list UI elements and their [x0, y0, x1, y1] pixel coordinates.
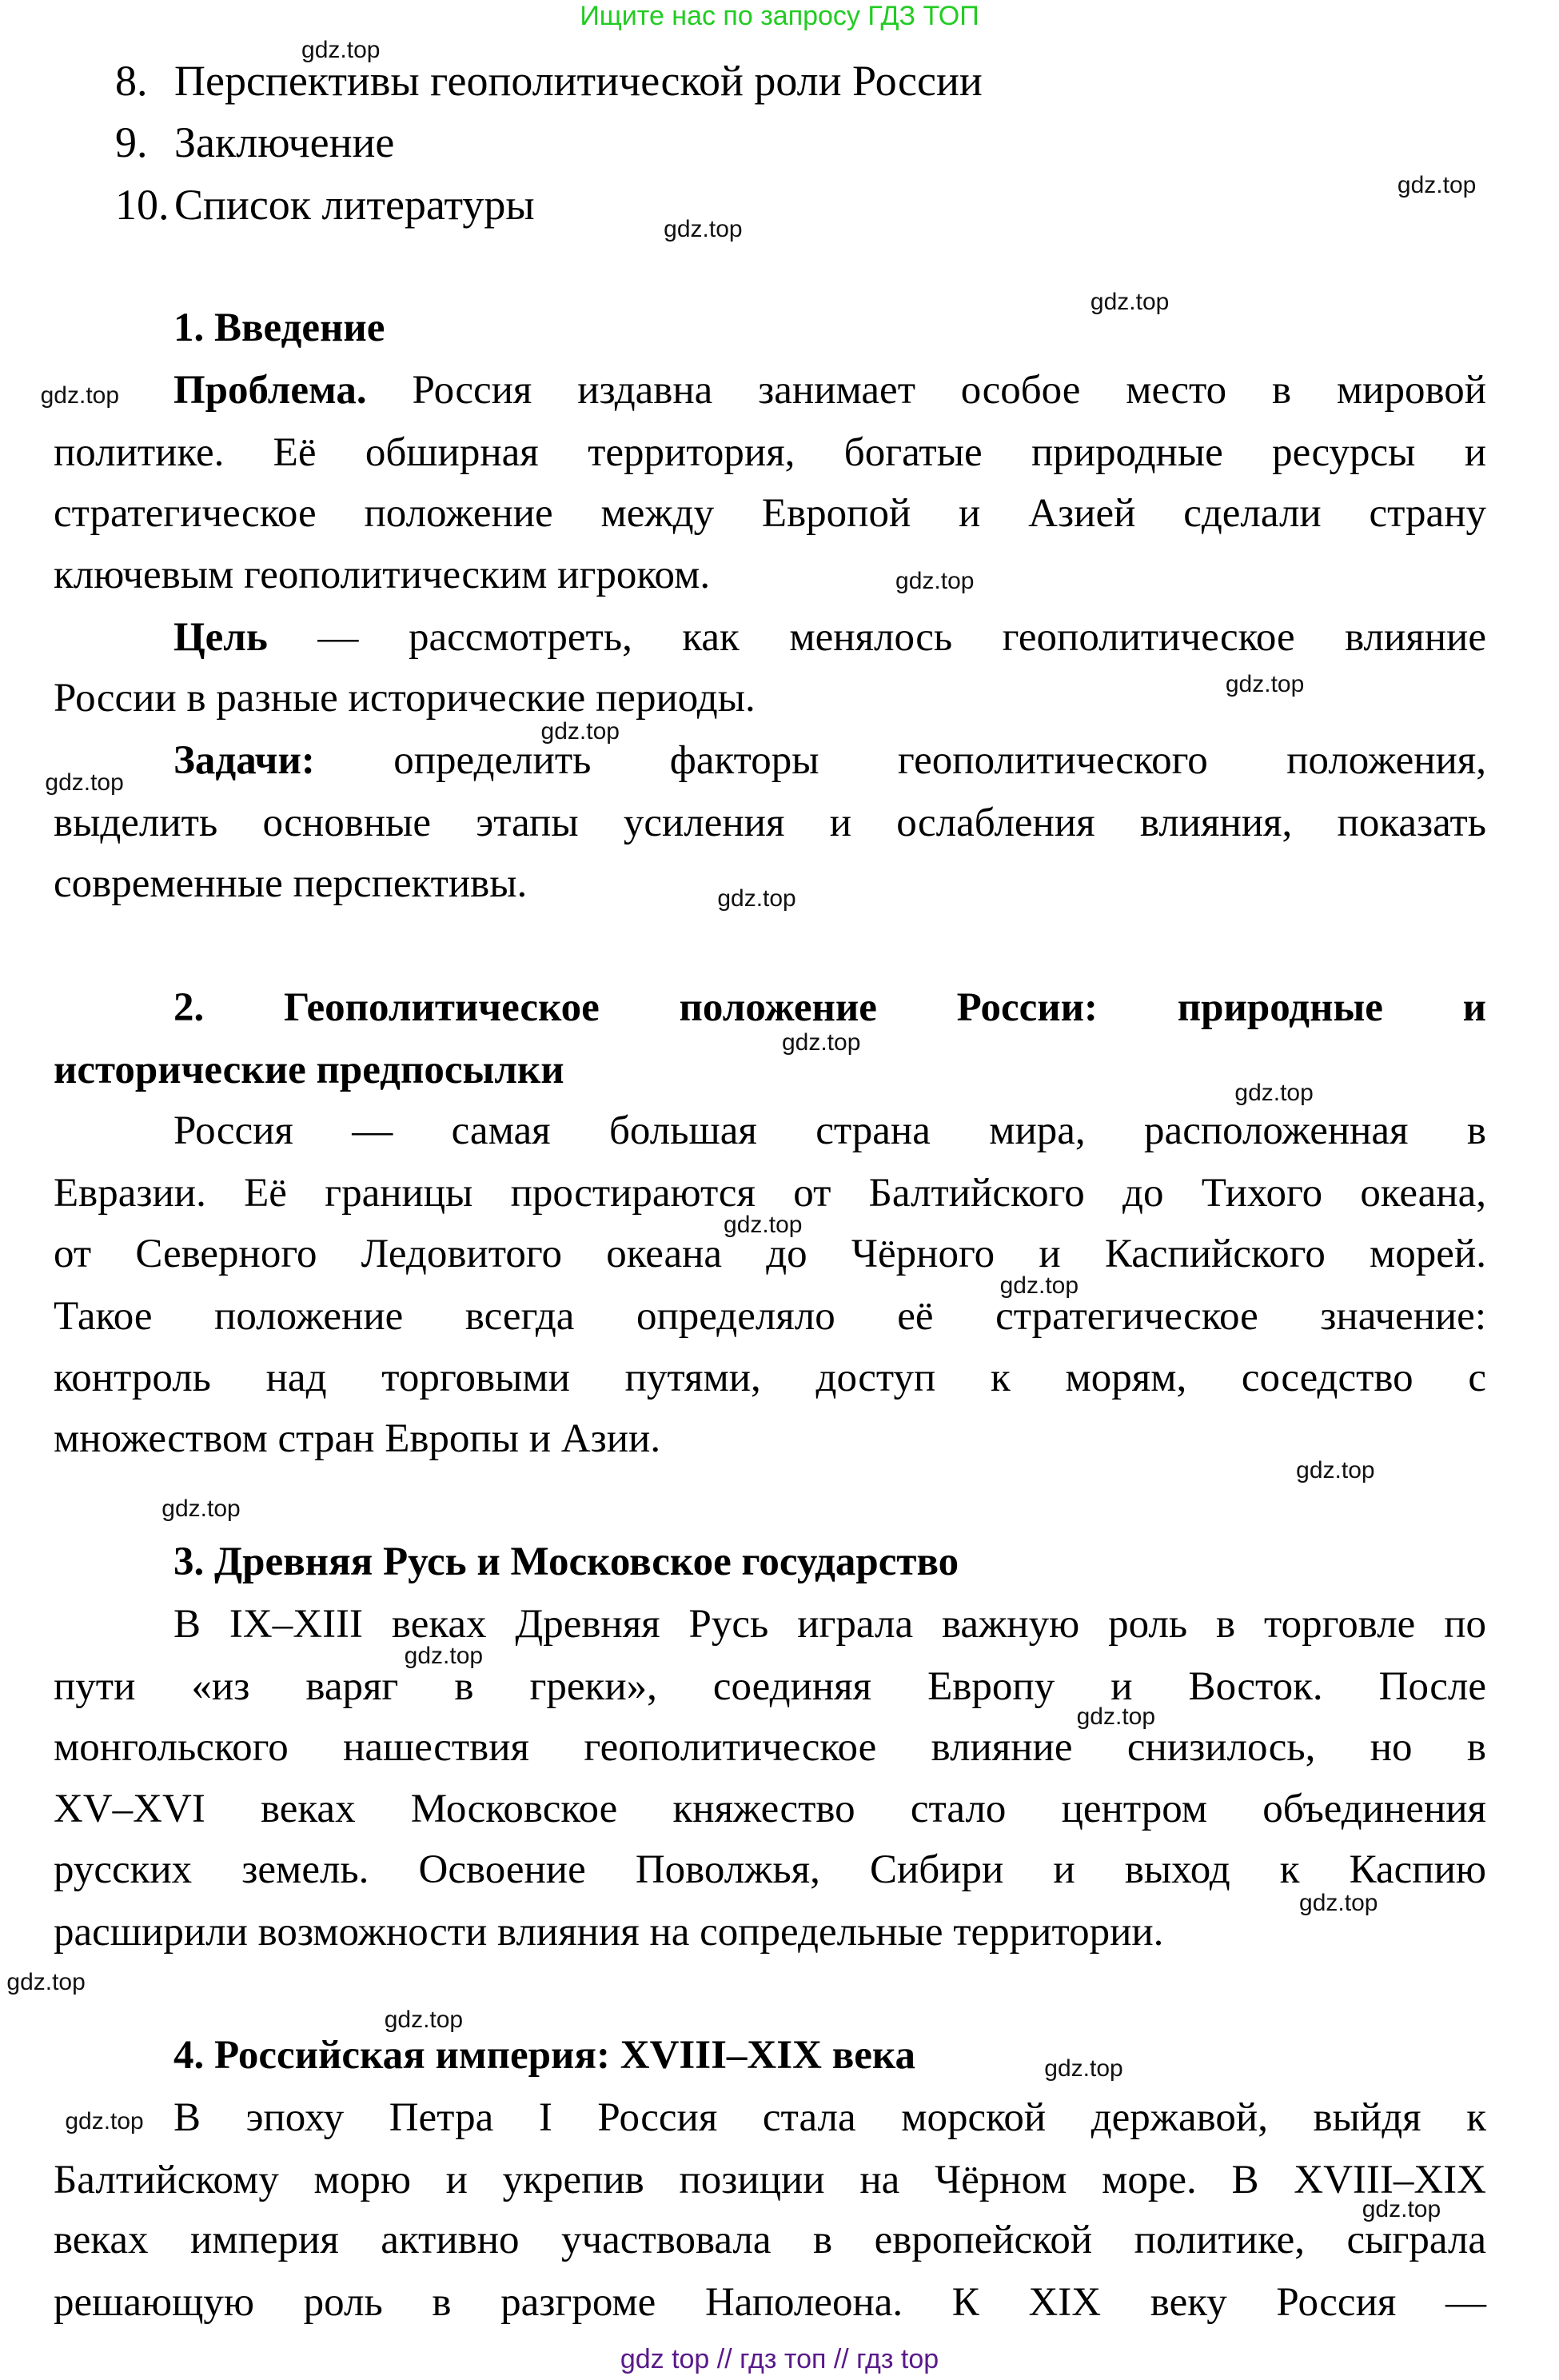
- watermark: gdz.top: [717, 885, 796, 912]
- line-text: современные перспективы.: [54, 861, 528, 906]
- watermark: gdz.top: [301, 36, 381, 63]
- line-text: 1. Введение: [173, 305, 385, 350]
- paragraph-line: [173, 607, 1486, 668]
- watermark: gdz.top: [1076, 1703, 1156, 1730]
- watermark: gdz.top: [540, 717, 620, 745]
- line-text: В эпоху Петра I Россия стала морской державой, выйдя к: [173, 2094, 1486, 2140]
- paragraph-line: [54, 483, 1486, 544]
- section-heading: [173, 298, 1486, 358]
- paragraph-line: [54, 2210, 1486, 2270]
- line-text: В IX–XIII веках Древняя Русь играла важную роль в торговле по: [173, 1601, 1486, 1647]
- line-text: Россия издавна занимает особое место в мировой: [366, 367, 1486, 413]
- watermark: gdz.top: [1234, 1079, 1314, 1106]
- watermark: gdz.top: [1299, 1890, 1378, 1917]
- paragraph-line: [173, 360, 1486, 421]
- paragraph-line: [54, 2272, 1486, 2333]
- watermark: gdz.top: [895, 567, 975, 594]
- paragraph-line: [54, 1839, 1486, 1900]
- bold-term: Проблема.: [173, 367, 367, 413]
- line-text: — рассмотреть, как менялось геополитическое влияние: [267, 615, 1486, 661]
- watermark: gdz.top: [1090, 288, 1170, 315]
- paragraph-line: [54, 422, 1486, 483]
- watermark: gdz.top: [40, 382, 120, 409]
- paragraph-line: [173, 1100, 1486, 1161]
- toc-number: 9.: [115, 118, 148, 167]
- toc-number: 8.: [115, 56, 148, 105]
- watermark: gdz.top: [161, 1495, 241, 1522]
- line-text: стратегическое положение между Европой и Азией сделали страну: [54, 490, 1486, 536]
- line-text: политике. Её обширная территория, богатые природные ресурсы и: [54, 429, 1486, 475]
- line-text: определить факторы геополитического положения,: [314, 737, 1486, 783]
- line-text: 4. Российская империя: XVIII–XIX века: [173, 2032, 915, 2078]
- paragraph-line: [54, 1902, 1486, 1963]
- line-text: Россия — самая большая страна мира, расположенная в: [173, 1108, 1486, 1153]
- line-text: XV–XVI веках Московское княжество стало центром объединения: [54, 1787, 1486, 1832]
- section-heading: [173, 1531, 1486, 1592]
- paragraph-line: [54, 1779, 1486, 1839]
- toc-item: [115, 114, 394, 170]
- toc-number: 10.: [115, 181, 169, 230]
- watermark: gdz.top: [1296, 1457, 1375, 1484]
- paragraph-line: [54, 1286, 1486, 1347]
- paragraph-line: [54, 1408, 1486, 1469]
- watermark: gdz.top: [724, 1211, 803, 1238]
- search-banner: Ищите нас по запросу ГДЗ ТОП: [580, 1, 979, 31]
- line-text: множеством стран Европы и Азии.: [54, 1416, 661, 1462]
- toc-item: [115, 53, 983, 109]
- line-text: Евразии. Её границы простираются от Балтийского до Тихого океана,: [54, 1170, 1486, 1216]
- bold-term: Цель: [173, 615, 268, 661]
- watermark: gdz.top: [1044, 2055, 1123, 2082]
- watermark: gdz.top: [45, 769, 124, 797]
- line-text: выделить основные этапы усиления и ослабления влияния, показать: [54, 800, 1486, 845]
- footer-banner: gdz top // гдз топ // гдз top: [620, 2344, 939, 2374]
- line-text: пути «из варяг в греки», соединяя Европу и Восток. После: [54, 1663, 1486, 1709]
- watermark: gdz.top: [404, 1642, 484, 1669]
- line-text: 2. Геополитическое положение России: природные и: [173, 985, 1486, 1031]
- watermark: gdz.top: [999, 1272, 1079, 1299]
- toc-item: [115, 177, 535, 233]
- line-text: расширили возможности влияния на сопредельные территории.: [54, 1910, 1164, 1955]
- toc-label: Список литературы: [174, 181, 535, 230]
- watermark: gdz.top: [6, 1968, 86, 1995]
- line-text: решающую роль в разгроме Наполеона. К XIX веку Россия —: [54, 2280, 1486, 2326]
- watermark: gdz.top: [664, 215, 743, 242]
- line-text: монгольского нашествия геополитическое влияние снизилось, но в: [54, 1724, 1486, 1770]
- paragraph-line: [54, 793, 1486, 853]
- watermark: gdz.top: [781, 1028, 861, 1056]
- line-text: русских земель. Освоение Поволжья, Сибири и выход к Каспию: [54, 1847, 1486, 1893]
- line-text: Балтийскому морю и укрепив позиции на Чёрном море. В XVIII–XIX: [54, 2157, 1486, 2202]
- line-text: ключевым геополитическим игроком.: [54, 553, 711, 598]
- watermark: gdz.top: [1225, 670, 1305, 697]
- line-text: 3. Древняя Русь и Московское государство: [173, 1539, 959, 1585]
- paragraph-line: [54, 1656, 1486, 1717]
- toc-label: Заключение: [174, 118, 395, 167]
- line-text: России в разные исторические периоды.: [54, 676, 756, 721]
- paragraph-line: [54, 1348, 1486, 1408]
- paragraph-line: [173, 2087, 1486, 2148]
- watermark: gdz.top: [1362, 2196, 1441, 2223]
- paragraph-line: [54, 1717, 1486, 1778]
- line-text: исторические предпосылки: [54, 1048, 564, 1093]
- watermark: gdz.top: [65, 2108, 144, 2135]
- line-text: веках империя активно участвовала в европейской политике, сыграла: [54, 2218, 1486, 2263]
- toc-label: Перспективы геополитической роли России: [174, 56, 983, 105]
- section-heading: [173, 2025, 1486, 2086]
- paragraph-line: [54, 545, 1486, 605]
- watermark: gdz.top: [1397, 171, 1477, 198]
- line-text: Такое положение всегда определяло её стратегическое значение:: [54, 1293, 1486, 1339]
- bold-term: Задачи:: [173, 737, 315, 783]
- paragraph-line: [173, 1594, 1486, 1655]
- watermark: gdz.top: [384, 2007, 464, 2034]
- line-text: контроль над торговыми путями, доступ к морям, соседство с: [54, 1356, 1486, 1401]
- line-text: от Северного Ледовитого океана до Чёрного и Каспийского морей.: [54, 1231, 1486, 1276]
- paragraph-line: [54, 2150, 1486, 2210]
- paragraph-line: [173, 730, 1486, 791]
